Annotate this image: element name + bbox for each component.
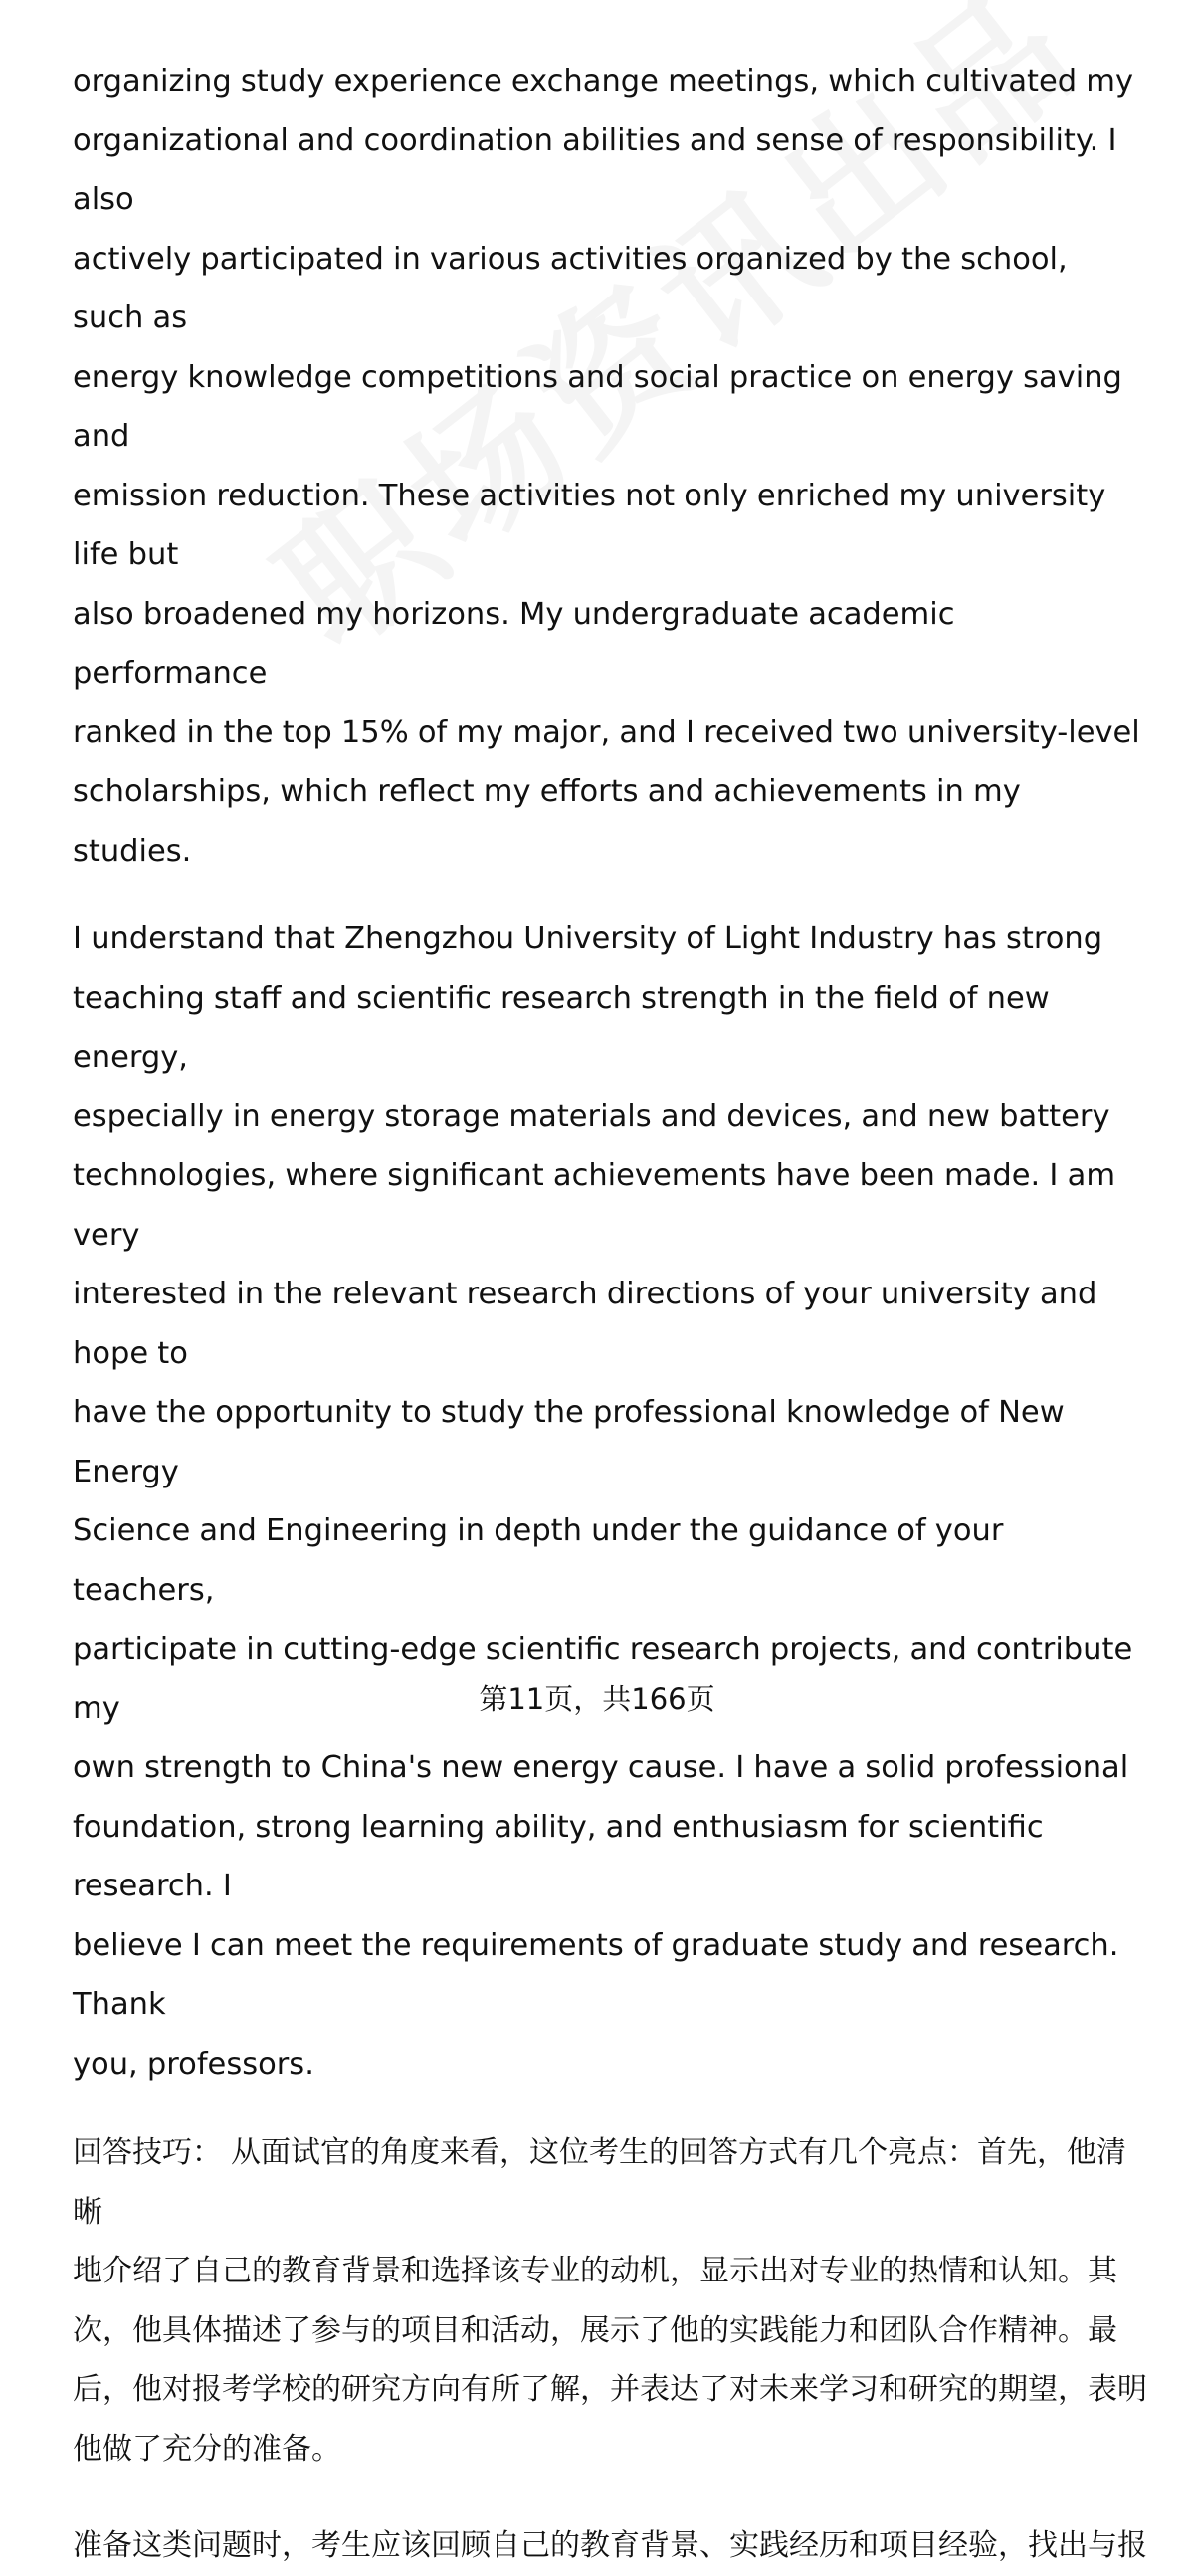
paragraph-university-interest: I understand that Zhengzhou University of Light Industry has strong teaching staff and scientific research strength in the field of new energy, especially in energy storage materials and devices, and new battery technologies, where significant achievements have been made. I am very interested in the relevant research directions of your university and hope to have the opportunity to study the professional knowledge of New Energy Science and Engineering in depth under the guidance of your teachers, participate in cutting-edge scientific research projects, and contribute my own strength to China's new energy cause. I have a solid professional foundation, strong learning ability, and enthusiasm for scientific research. I believe I can meet the requirements of graduate study and research. Thank you, professors.	[73, 921, 1133, 2081]
paragraph-answer-tips: 回答技巧： 从面试官的角度来看，这位考生的回答方式有几个亮点：首先，他清晰 地介绍了自己的教育背景和选择该专业的动机，显示出对专业的热情和认知。其 次，他具体描述了参与的项目和活动，展示了他的实践能力和团队合作精神。最 后，他对报考学校的研究方向有所了解，并表达了对未来学习和研究的期望，表明 他做了充分的准备。	[73, 2135, 1147, 2467]
paragraph-experience: organizing study experience exchange meetings, which cultivated my organizational and coordination abilities and sense of responsibility. I also actively participated in various activities organized by the school, such as energy knowledge competitions and social practice on energy saving and emission reduction. These activities not only enriched my university life but also broadened my horizons. My undergraduate academic performance ranked in the top 15% of my major, and I received two university-level scholarships, which reflect my efforts and achievements in my studies.	[73, 64, 1140, 869]
document-body	[73, 52, 1147, 2576]
paragraph-preparation: 准备这类问题时，考生应该回顾自己的教育背景、实践经历和项目经验，找出与报	[73, 2528, 1147, 2563]
page-number: 第11页，共166页	[479, 1683, 715, 1716]
